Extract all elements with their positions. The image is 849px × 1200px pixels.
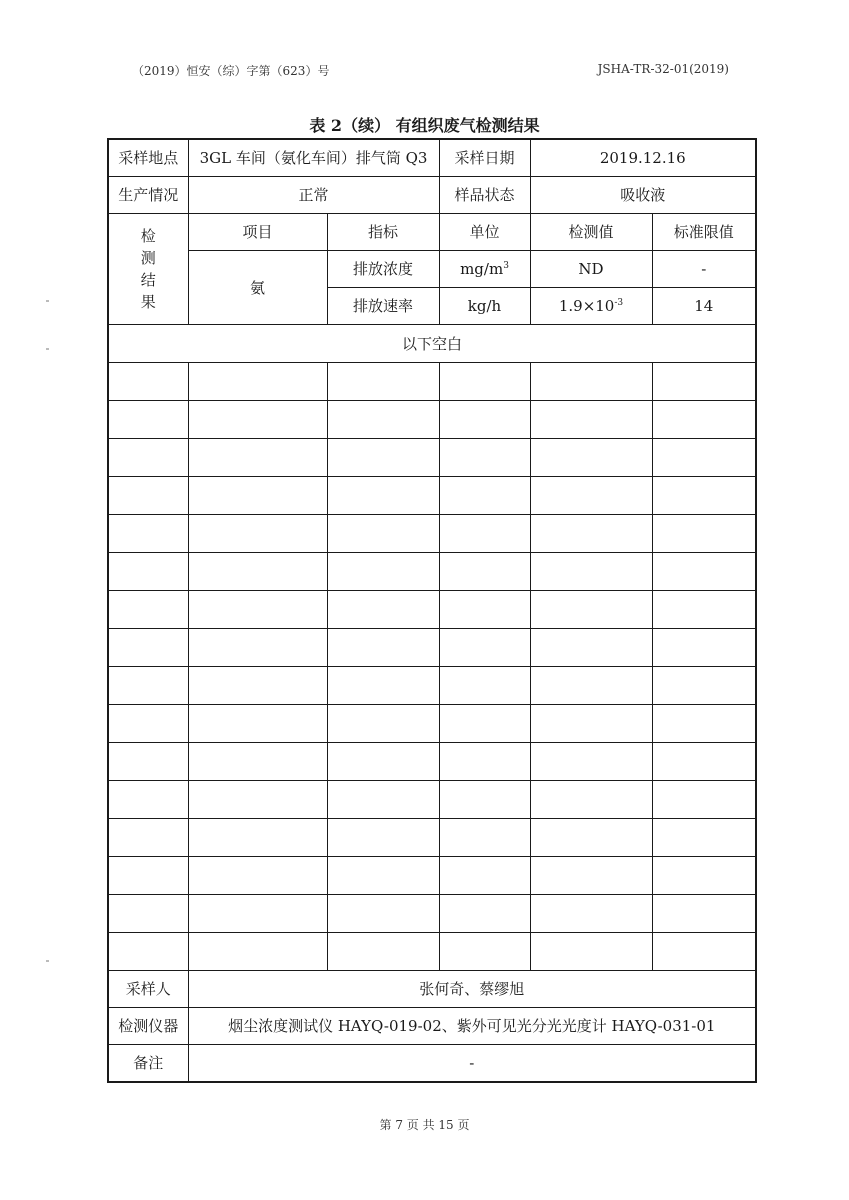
blank-row (108, 438, 756, 476)
column-header-limit: 标准限值 (652, 213, 756, 250)
blank-row (108, 932, 756, 970)
table-row (108, 970, 756, 1007)
blank-row (108, 704, 756, 742)
instrument-label: 检测仪器 (108, 1007, 188, 1044)
results-side-label (108, 213, 188, 324)
side-label-char: 结 (140, 270, 156, 289)
column-header-value: 检测值 (530, 213, 652, 250)
blank-row (108, 780, 756, 818)
column-header-unit: 单位 (439, 213, 530, 250)
blank-row (108, 552, 756, 590)
results-table (107, 138, 757, 1083)
index-cell: 排放速率 (327, 287, 439, 324)
table-row (108, 1007, 756, 1044)
table-title: 表 2（续） 有组织废气检测结果 (309, 116, 540, 135)
column-header-index: 指标 (327, 213, 439, 250)
date-value: 2019.12.16 (530, 139, 756, 176)
value-text: 1.9×10 (558, 296, 615, 315)
margin-mark (46, 960, 49, 962)
limit-cell: - (652, 250, 756, 287)
document-code: JSHA-TR-32-01(2019) (597, 62, 729, 76)
blank-row (108, 362, 756, 400)
unit-text: kg/h (467, 296, 502, 315)
margin-mark (46, 300, 49, 302)
blank-row (108, 894, 756, 932)
production-label: 生产情况 (108, 176, 188, 213)
sample-state-value: 吸收液 (530, 176, 756, 213)
remark-value: - (188, 1044, 756, 1082)
unit-text: mg/m (460, 259, 504, 278)
side-label-char: 果 (140, 292, 156, 311)
document-reference: （2019）恒安（综）字第（623）号 (132, 64, 330, 78)
index-cell: 排放浓度 (327, 250, 439, 287)
page-number: 第 7 页 共 15 页 (379, 1118, 470, 1132)
sampler-label: 采样人 (108, 970, 188, 1007)
blank-row (108, 856, 756, 894)
blank-row (108, 400, 756, 438)
table-row (108, 139, 756, 176)
date-label: 采样日期 (439, 139, 530, 176)
blank-row (108, 514, 756, 552)
site-label: 采样地点 (108, 139, 188, 176)
blank-row (108, 742, 756, 780)
item-name: 氨 (188, 250, 327, 324)
side-label-char: 测 (140, 248, 156, 267)
blank-row (108, 818, 756, 856)
production-value: 正常 (188, 176, 439, 213)
side-label-char: 检 (140, 226, 156, 245)
blank-note: 以下空白 (108, 324, 756, 362)
blank-row (108, 590, 756, 628)
blank-row (108, 628, 756, 666)
table-row (108, 324, 756, 362)
table-header-row (108, 213, 756, 250)
unit-superscript: 3 (503, 260, 509, 271)
column-header-item: 项目 (188, 213, 327, 250)
table-row (108, 176, 756, 213)
table-row (108, 1044, 756, 1082)
sampler-value: 张何奇、蔡缪旭 (188, 970, 756, 1007)
margin-mark (46, 348, 49, 350)
unit-cell (439, 287, 530, 324)
limit-cell: 14 (652, 287, 756, 324)
table-row (108, 250, 756, 287)
value-superscript: -3 (614, 297, 624, 308)
value-text: ND (578, 259, 604, 278)
sample-state-label: 样品状态 (439, 176, 530, 213)
blank-row (108, 476, 756, 514)
site-value: 3GL 车间（氨化车间）排气筒 Q3 (188, 139, 439, 176)
instrument-value: 烟尘浓度测试仪 HAYQ-019-02、紫外可见光分光光度计 HAYQ-031-01 (188, 1007, 756, 1044)
value-cell (530, 250, 652, 287)
remark-label: 备注 (108, 1044, 188, 1082)
value-cell (530, 287, 652, 324)
unit-cell (439, 250, 530, 287)
blank-row (108, 666, 756, 704)
